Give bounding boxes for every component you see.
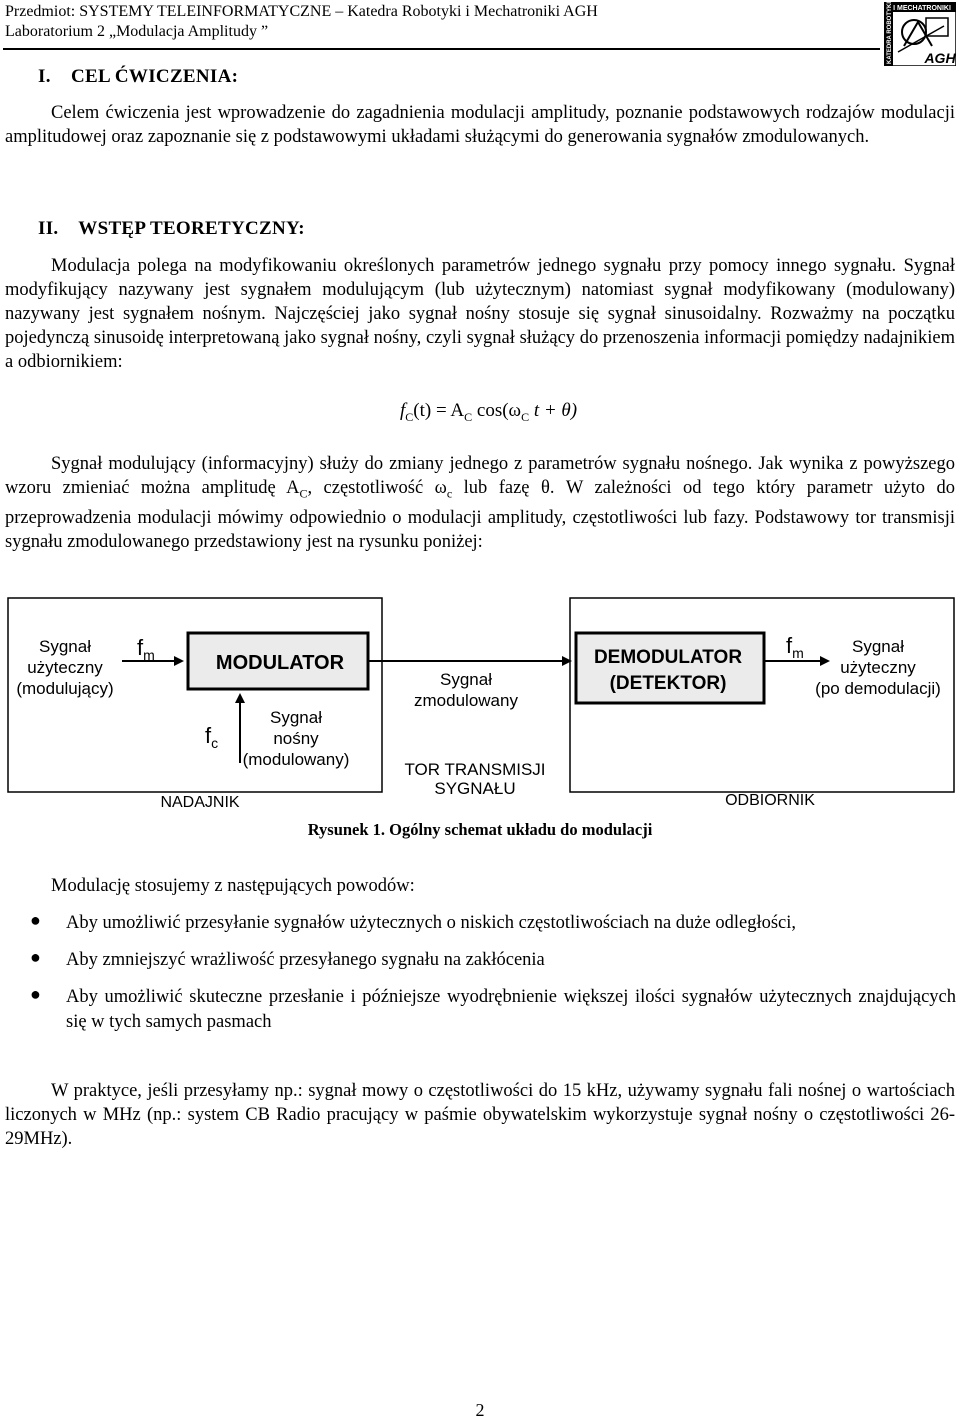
bullet-dot: ● (30, 984, 41, 1004)
header-lab: Laboratorium 2 „Modulacja Amplitudy ” (5, 23, 269, 40)
formula-f: f (400, 400, 406, 421)
section2-paragraph1 (5, 254, 955, 374)
logo-side-text: KATEDRA ROBOTYKI (887, 2, 893, 64)
modulation-diagram (0, 595, 960, 825)
practice-paragraph (5, 1079, 955, 1151)
formula-cos: cos(ω (476, 400, 522, 421)
channel-line1: TOR TRANSMISJI (404, 760, 546, 779)
reason-item-1: Aby umożliwić przesyłanie sygnałów użytecznych o niskich częstotliwościach na duże odległości, (66, 913, 797, 933)
reasons-intro (5, 874, 955, 898)
page-number: 2 (475, 1400, 485, 1420)
right-signal-line3: (po demodulacji) (815, 679, 941, 698)
modulated-line2: zmodulowany (414, 691, 518, 710)
demodulator-line1: DEMODULATOR (593, 647, 743, 668)
page-header (5, 2, 598, 42)
reason-item-2: Aby zmniejszyć wrażliwość przesyłanego sygnału na zakłócenia (66, 950, 545, 970)
fm-right-label: $f_m$ (786, 633, 804, 661)
channel-line2: SYGNAŁU (434, 779, 516, 798)
right-signal-line1: Sygnał (852, 637, 904, 656)
left-signal-line1: Sygnał (39, 637, 91, 656)
section2-heading: II. WSTĘP TEORETYCZNY: (38, 218, 305, 239)
right-signal-line2: użyteczny (840, 658, 916, 677)
formula-sub2: C (464, 409, 473, 424)
p2-sub2: c (446, 486, 453, 501)
reasons-intro-text: Modulację stosujemy z następujących powodów: (51, 876, 415, 896)
section2-paragraph2 (5, 452, 955, 554)
header-rule (3, 48, 880, 50)
bullet-dot: ● (30, 910, 41, 930)
bullet-dot: ● (30, 947, 41, 967)
section1-paragraph (5, 101, 955, 149)
carrier-line3: (modulowany) (242, 750, 350, 769)
logo-brand-text: AGH (924, 50, 956, 66)
fc-label: $f_c$ (205, 723, 219, 751)
header-subject: Przedmiot: SYSTEMY TELEINFORMATYCZNE – Katedra Robotyki i Mechatroniki AGH (5, 3, 598, 20)
formula-mid: (t) = A (413, 400, 465, 421)
figure-caption: Rysunek 1. Ogólny schemat układu do modulacji (307, 820, 653, 839)
p2-sub: C (299, 486, 308, 501)
p2-a: Sygnał modulujący (informacyjny) służy do zmiany jednego z parametrów sygnału nośnego. Jak wynika z powyższego wzoru zmieniać można amplitudę A (5, 454, 955, 498)
practice-text: W praktyce, jeśli przesyłamy np.: sygnał mowy o częstotliwości do 15 kHz, używamy sygnału fali nośnej o wartościach liczonych w MHz (np.: system CB Radio pracujący w paśmie obywatelskim wykorzystuje sygnał nośny o częstotliwości 26-29MHz). (5, 1081, 955, 1149)
formula-sub1: C (405, 409, 414, 424)
formula-tail: t + θ) (533, 400, 578, 421)
section1-heading: I. CEL ĆWICZENIA: (38, 66, 239, 87)
carrier-formula (400, 400, 577, 425)
transmitter-label: NADAJNIK (160, 794, 240, 811)
p2-c: lub fazę θ. W zależności od tego który parametr użyto do przeprowadzenia modulacji mówimy odpowiednio o modulacji amplitudy, częstotliwości lub fazy. Podstawowy tor transmisji sygnału zmodulowanego przedstawiony jest na rysunku poniżej: (5, 478, 955, 552)
modulated-line1: Sygnał (440, 670, 492, 689)
carrier-line2: nośny (273, 729, 319, 748)
section2-text1: Modulacja polega na modyfikowaniu określonych parametrów jednego sygnału przy pomocy innego sygnału. Sygnał modyfikujący nazywany jest sygnałem modulującym (lub użytecznym) natomiast sygnał modyfikowany (modulowany) nazywany jest sygnałem nośnym. Najczęściej jako sygnał nośny stosuje się sygnał sinusoidalny. Rozważmy na początku pojedynczą sinusoidę interpretowaną jako sygnał nośny, czyli sygnał służący do przenoszenia informacji pomiędzy nadajnikiem a odbiornikiem: (5, 256, 955, 372)
demodulator-line2: (DETEKTOR) (609, 673, 727, 694)
logo-top-text: I MECHATRONIKI (893, 5, 951, 12)
reason-item-3: Aby umożliwić skuteczne przesłanie i późniejsze wyodrębnienie większej ilości sygnałów użytecznych znajdujących się w tych samych pasmach (66, 987, 956, 1032)
agh-logo (884, 2, 956, 66)
fm-left-label: $f_m$ (137, 635, 155, 663)
modulator-label: MODULATOR (215, 652, 345, 674)
section1-text: Celem ćwiczenia jest wprowadzenie do zagadnienia modulacji amplitudy, poznanie podstawowych rodzajów modulacji amplitudowej oraz zapoznanie się z podstawowymi układami służącymi do generowania sygnałów zmodulowanych. (5, 103, 955, 147)
left-signal-line3: (modulujący) (16, 679, 114, 698)
formula-sub3: C (521, 409, 530, 424)
carrier-line1: Sygnał (270, 708, 322, 727)
left-signal-line2: użyteczny (27, 658, 103, 677)
p2-b: , częstotliwość ω (307, 478, 447, 498)
receiver-label: ODBIORNIK (725, 792, 815, 809)
